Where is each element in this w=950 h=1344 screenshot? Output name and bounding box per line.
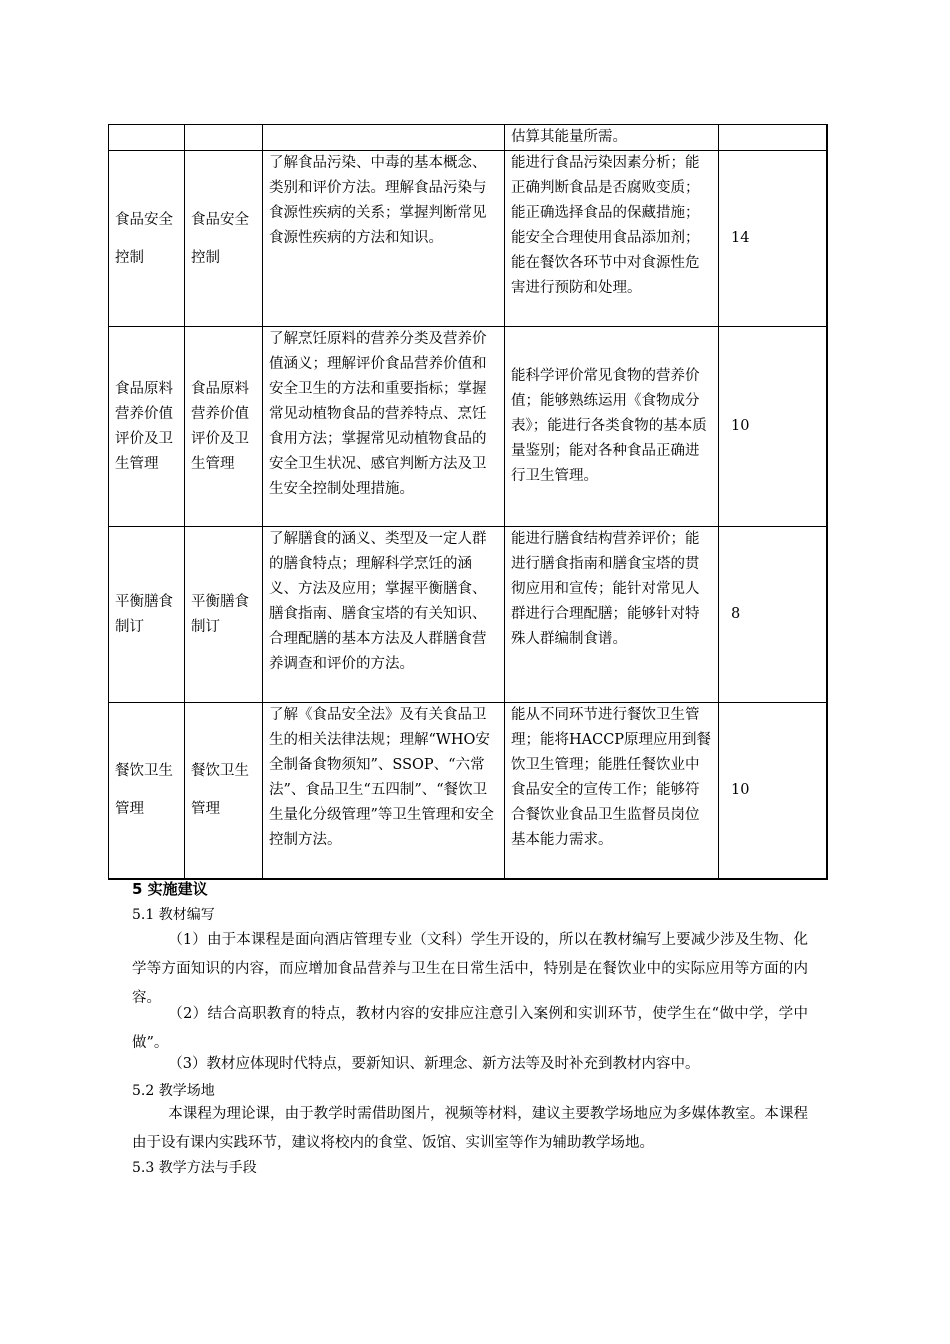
table-row — [109, 703, 827, 879]
module-cell: 食品安全控制 — [109, 151, 185, 327]
ability-cell: 估算其能量所需。 — [505, 125, 719, 151]
hours-cell: 10 — [719, 327, 827, 527]
topic-cell — [185, 125, 263, 151]
content-cell: 了解膳食的涵义、类型及一定人群的膳食特点；理解科学烹饪的涵义、方法及应用；掌握平衡膳食、膳食指南、膳食宝塔的有关知识、合理配膳的基本方法及人群膳食营养调查和评价的方法。 — [263, 527, 505, 703]
ability-cell: 能科学评价常见食物的营养价值；能够熟练运用《食物成分表》；能进行各类食物的基本质量鉴别；能对各种食品正确进行卫生管理。 — [505, 327, 719, 527]
hours-cell: 8 — [719, 527, 827, 703]
hours-cell — [719, 125, 827, 151]
paragraph: 本课程为理论课，由于教学时需借助图片，视频等材料，建议主要教学场地应为多媒体教室。本课程由于设有课内实践环节，建议将校内的食堂、饭馆、实训室等作为辅助教学场地。 — [132, 1106, 808, 1151]
subsection-heading: 5.1 教材编写 — [132, 907, 215, 923]
hours-cell: 10 — [719, 703, 827, 879]
ability-cell: 能进行食品污染因素分析；能正确判断食品是否腐败变质；能正确选择食品的保藏措施；能安全合理使用食品添加剂；能在餐饮各环节中对食源性危害进行预防和处理。 — [505, 151, 719, 327]
module-cell: 平衡膳食制订 — [109, 527, 185, 703]
module-cell: 餐饮卫生管理 — [109, 703, 185, 879]
topic-cell: 平衡膳食制订 — [185, 527, 263, 703]
paragraph: （3）教材应体现时代特点，要新知识、新理念、新方法等及时补充到教材内容中。 — [168, 1056, 700, 1072]
topic-cell: 餐饮卫生管理 — [185, 703, 263, 879]
table-row — [109, 125, 827, 151]
content-cell: 了解烹饪原料的营养分类及营养价值涵义；理解评价食品营养价值和安全卫生的方法和重要指标；掌握常见动植物食品的营养特点、烹饪食用方法；掌握常见动植物食品的安全卫生状况、感官判断方法及卫生安全控制处理措施。 — [263, 327, 505, 527]
hours-cell: 14 — [719, 151, 827, 327]
section-heading: 5 实施建议 — [132, 880, 208, 898]
table-row — [109, 327, 827, 527]
table-row — [109, 151, 827, 327]
ability-cell: 能从不同环节进行餐饮卫生管理；能将HACCP原理应用到餐饮卫生管理；能胜任餐饮业中食品安全的宣传工作；能够符合餐饮业食品卫生监督员岗位基本能力需求。 — [505, 703, 719, 879]
subsection-heading: 5.2 教学场地 — [132, 1083, 215, 1099]
table-row — [109, 527, 827, 703]
topic-cell: 食品安全控制 — [185, 151, 263, 327]
paragraph: （1）由于本课程是面向酒店管理专业（文科）学生开设的，所以在教材编写上要减少涉及生物、化学等方面知识的内容，而应增加食品营养与卫生在日常生活中，特别是在餐饮业中的实际应用等方面的内容。 — [132, 932, 808, 1006]
ability-cell: 能进行膳食结构营养评价；能进行膳食指南和膳食宝塔的贯彻应用和宣传；能针对常见人群进行合理配膳；能够针对特殊人群编制食谱。 — [505, 527, 719, 703]
content-cell: 了解食品污染、中毒的基本概念、类别和评价方法。理解食品污染与食源性疾病的关系；掌握判断常见食源性疾病的方法和知识。 — [263, 151, 505, 327]
subsection-heading: 5.3 教学方法与手段 — [132, 1160, 257, 1176]
topic-cell: 食品原料营养价值评价及卫生管理 — [185, 327, 263, 527]
module-cell — [109, 125, 185, 151]
content-cell — [263, 125, 505, 151]
content-cell: 了解《食品安全法》及有关食品卫生的相关法律法规；理解“WHO安全制备食物须知”、SSOP、“六常法”、食品卫生“五四制”、“餐饮卫生量化分级管理”等卫生管理和安全控制方法。 — [263, 703, 505, 879]
paragraph: （2）结合高职教育的特点，教材内容的安排应注意引入案例和实训环节，使学生在“做中学，学中做”。 — [132, 1006, 808, 1051]
curriculum-table — [108, 124, 828, 880]
module-cell: 食品原料营养价值评价及卫生管理 — [109, 327, 185, 527]
